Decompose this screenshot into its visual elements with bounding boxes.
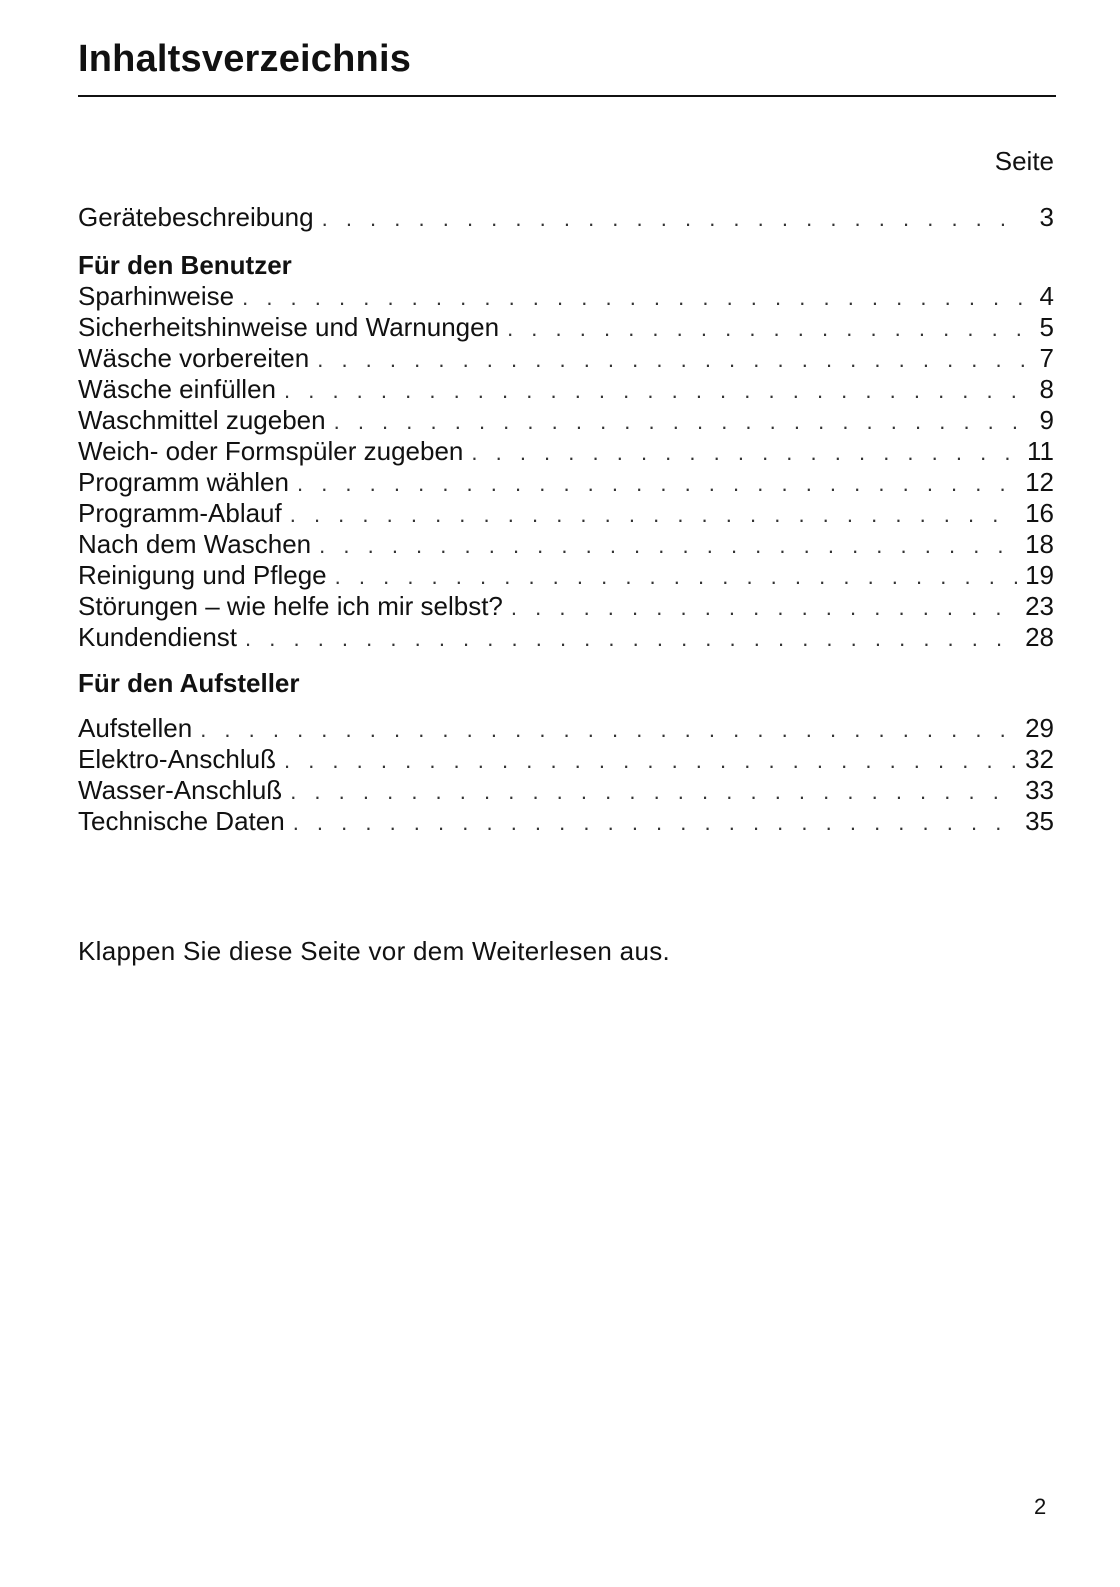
- toc-leader-dots: [290, 776, 1017, 807]
- toc-leader-dots: [317, 344, 1024, 375]
- toc-leader-dots: [290, 499, 1017, 530]
- toc-leader-dots: [322, 203, 1024, 234]
- toc-entry-page: 18: [1025, 529, 1054, 559]
- toc-leader-dots: [334, 406, 1024, 437]
- toc-leader-dots: [471, 437, 1019, 468]
- toc-entry-label: Reinigung und Pflege: [78, 560, 327, 590]
- section-aufsteller-entries: [78, 713, 1054, 837]
- toc-entry[interactable]: [78, 202, 1054, 233]
- toc-entry[interactable]: [78, 436, 1054, 467]
- toc-entry-page: 35: [1025, 806, 1054, 836]
- toc-entry-page: 7: [1039, 343, 1054, 373]
- toc-entry[interactable]: [78, 498, 1054, 529]
- toc-leader-dots: [511, 592, 1017, 623]
- toc-entry-page: 29: [1025, 713, 1054, 743]
- toc-entry-page: 11: [1027, 436, 1054, 466]
- toc-leader-dots: [507, 313, 1024, 344]
- section-heading-aufsteller: Für den Aufsteller: [78, 668, 300, 698]
- toc-entry-page: 5: [1039, 312, 1054, 342]
- toc-entry[interactable]: [78, 806, 1054, 837]
- toc-entry-page: 19: [1025, 560, 1054, 590]
- toc-entry-label: Elektro-Anschluß: [78, 744, 276, 774]
- toc-entry-label: Sicherheitshinweise und Warnungen: [78, 312, 500, 342]
- page-number: 2: [1034, 1494, 1047, 1519]
- toc-entry[interactable]: [78, 744, 1054, 775]
- toc-entry[interactable]: [78, 312, 1054, 343]
- fold-out-note: Klappen Sie diese Seite vor dem Weiterlesen aus.: [78, 936, 671, 966]
- toc-entry-page: 23: [1025, 591, 1054, 621]
- toc-entry-page: 33: [1025, 775, 1054, 805]
- page-column-label: Seite: [994, 146, 1054, 176]
- toc-entry-label: Störungen – wie helfe ich mir selbst?: [78, 591, 503, 621]
- toc-entry[interactable]: [78, 374, 1054, 405]
- toc-entry-label: Programm wählen: [78, 467, 289, 497]
- toc-leader-dots: [297, 468, 1017, 499]
- toc-entry-label: Wäsche einfüllen: [78, 374, 276, 404]
- toc-entry[interactable]: [78, 775, 1054, 806]
- table-of-contents: [78, 202, 1054, 837]
- toc-entry-page: 16: [1025, 498, 1054, 528]
- toc-entry-label: Aufstellen: [78, 713, 193, 743]
- toc-leader-dots: [200, 714, 1017, 745]
- toc-entry-page: 8: [1039, 374, 1054, 404]
- toc-leader-dots: [284, 745, 1017, 776]
- toc-leader-dots: [293, 807, 1017, 838]
- toc-leader-dots: [335, 561, 1017, 592]
- toc-entry-page: 12: [1025, 467, 1054, 497]
- toc-entry-label: Wasser-Anschluß: [78, 775, 283, 805]
- toc-entry-label: Kundendienst: [78, 622, 238, 652]
- toc-entry[interactable]: [78, 591, 1054, 622]
- toc-leader-dots: [242, 282, 1024, 313]
- page-title: Inhaltsverzeichnis: [78, 38, 412, 80]
- toc-entry-page: 32: [1025, 744, 1054, 774]
- toc-entry[interactable]: [78, 529, 1054, 560]
- toc-entry[interactable]: [78, 281, 1054, 312]
- title-rule: [78, 95, 1056, 97]
- toc-entry-page: 4: [1039, 281, 1054, 311]
- toc-entry-label: Gerätebeschreibung: [78, 202, 314, 232]
- section-heading-benutzer: Für den Benutzer: [78, 250, 292, 280]
- toc-entry-label: Wäsche vorbereiten: [78, 343, 310, 373]
- toc-leader-dots: [319, 530, 1017, 561]
- toc-entry[interactable]: [78, 560, 1054, 591]
- toc-leader-dots: [245, 623, 1017, 654]
- toc-entry-page: 3: [1039, 202, 1054, 232]
- toc-entry-page: 28: [1025, 622, 1054, 652]
- toc-entry[interactable]: [78, 467, 1054, 498]
- toc-entry-label: Technische Daten: [78, 806, 285, 836]
- toc-entry-page: 9: [1039, 405, 1054, 435]
- section-benutzer-entries: [78, 281, 1054, 653]
- toc-entry[interactable]: [78, 343, 1054, 374]
- toc-entry-label: Weich- oder Formspüler zugeben: [78, 436, 464, 466]
- toc-entry-label: Waschmittel zugeben: [78, 405, 326, 435]
- toc-entry[interactable]: [78, 713, 1054, 744]
- toc-entry[interactable]: [78, 622, 1054, 653]
- toc-leader-dots: [284, 375, 1024, 406]
- toc-entry[interactable]: [78, 405, 1054, 436]
- toc-entry-label: Programm-Ablauf: [78, 498, 282, 528]
- toc-entry-label: Nach dem Waschen: [78, 529, 312, 559]
- toc-entry-label: Sparhinweise: [78, 281, 235, 311]
